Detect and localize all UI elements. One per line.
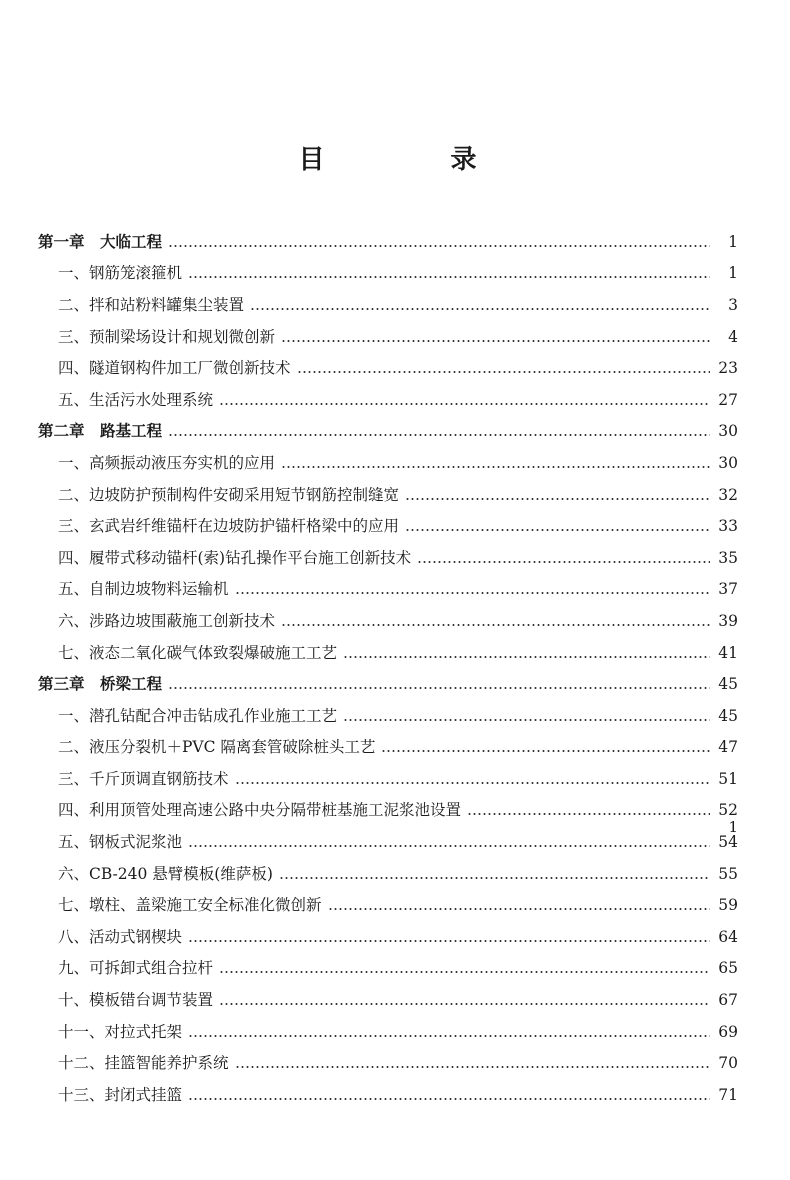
toc-section-entry — [0, 795, 790, 827]
toc-entry-label: 九、可拆卸式组合拉杆 — [58, 959, 214, 978]
toc-entry-page: 55 — [718, 864, 738, 883]
toc-entry-label: 一、潜孔钻配合冲击钻成孔作业施工工艺 — [58, 706, 338, 725]
toc-section-entry — [0, 352, 790, 384]
toc-entry-page: 23 — [718, 359, 738, 378]
table-of-contents — [0, 226, 790, 1111]
toc-entry-label: 二、边坡防护预制构件安砌采用短节钢筋控制缝宽 — [58, 485, 400, 504]
toc-chapter-entry — [0, 416, 790, 448]
toc-entry-page: 69 — [718, 1022, 738, 1041]
toc-section-entry — [0, 826, 790, 858]
toc-entry-label: 五、自制边坡物料运输机 — [58, 580, 229, 599]
toc-entry-label: 六、涉路边坡围蔽施工创新技术 — [58, 611, 276, 630]
toc-section-entry — [0, 258, 790, 290]
toc-section-entry — [0, 447, 790, 479]
toc-entry-label: 五、生活污水处理系统 — [58, 390, 214, 409]
dot-leader — [297, 371, 710, 373]
toc-entry-page: 35 — [718, 548, 738, 567]
dot-leader — [188, 940, 710, 942]
dot-leader — [188, 276, 710, 278]
dot-leader — [281, 340, 710, 342]
toc-entry-page: 39 — [718, 611, 738, 630]
toc-entry-label: 二、拌和站粉料罐集尘装置 — [58, 295, 245, 314]
dot-leader — [405, 529, 710, 531]
toc-entry-label: 十二、挂篮智能养护系统 — [58, 1054, 229, 1073]
toc-entry-label: 十、模板错台调节装置 — [58, 991, 214, 1010]
toc-section-entry — [0, 700, 790, 732]
toc-section-entry — [0, 732, 790, 764]
toc-entry-page: 45 — [718, 675, 738, 694]
toc-entry-page: 41 — [718, 643, 738, 662]
toc-section-entry — [0, 479, 790, 511]
dot-leader — [405, 498, 710, 500]
toc-entry-label: 七、液态二氧化碳气体致裂爆破施工工艺 — [58, 643, 338, 662]
dot-leader — [235, 592, 710, 594]
dot-leader — [219, 403, 710, 405]
dot-leader — [417, 561, 710, 563]
toc-entry-label: 八、活动式钢楔块 — [58, 927, 183, 946]
toc-entry-page: 51 — [718, 769, 738, 788]
dot-leader — [168, 434, 710, 436]
toc-entry-page: 70 — [718, 1054, 738, 1073]
dot-leader — [168, 245, 710, 247]
dot-leader — [328, 908, 710, 910]
dot-leader — [250, 308, 710, 310]
toc-entry-page: 67 — [718, 991, 738, 1010]
toc-section-entry — [0, 1016, 790, 1048]
dot-leader — [188, 1098, 710, 1100]
toc-chapter-entry — [0, 668, 790, 700]
toc-section-entry — [0, 605, 790, 637]
dot-leader — [279, 877, 710, 879]
toc-section-entry — [0, 510, 790, 542]
toc-section-entry — [0, 289, 790, 321]
dot-leader — [467, 813, 710, 815]
toc-entry-page: 4 — [728, 327, 738, 346]
toc-section-entry — [0, 889, 790, 921]
dot-leader — [188, 1035, 710, 1037]
toc-chapter-entry — [0, 226, 790, 258]
toc-entry-label: 第二章 路基工程 — [38, 422, 163, 441]
dot-leader — [168, 687, 710, 689]
dot-leader — [235, 782, 710, 784]
toc-entry-label: 三、玄武岩纤维锚杆在边坡防护锚杆格梁中的应用 — [58, 517, 400, 536]
toc-entry-page: 71 — [718, 1085, 738, 1104]
toc-entry-label: 七、墩柱、盖梁施工安全标准化微创新 — [58, 896, 322, 915]
dot-leader — [343, 656, 710, 658]
toc-entry-page: 30 — [718, 422, 738, 441]
toc-entry-label: 第一章 大临工程 — [38, 232, 163, 251]
dot-leader — [281, 624, 710, 626]
toc-entry-label: 十一、对拉式托架 — [58, 1022, 183, 1041]
toc-section-entry — [0, 984, 790, 1016]
toc-entry-page: 1 — [728, 264, 738, 283]
toc-entry-label: 四、履带式移动锚杆(索)钻孔操作平台施工创新技术 — [58, 548, 412, 567]
toc-entry-page: 54 — [718, 833, 738, 852]
toc-entry-label: 一、钢筋笼滚箍机 — [58, 264, 183, 283]
toc-entry-page: 47 — [718, 738, 738, 757]
toc-entry-page: 33 — [718, 517, 738, 536]
page-title: 目 录 — [298, 145, 527, 175]
toc-section-entry — [0, 384, 790, 416]
toc-entry-label: 五、钢板式泥浆池 — [58, 833, 183, 852]
toc-section-entry — [0, 637, 790, 669]
toc-section-entry — [0, 953, 790, 985]
toc-entry-page: 27 — [718, 390, 738, 409]
dot-leader — [281, 466, 710, 468]
toc-entry-label: 第三章 桥梁工程 — [38, 675, 163, 694]
toc-entry-page: 30 — [718, 453, 738, 472]
toc-entry-page: 32 — [718, 485, 738, 504]
toc-entry-label: 四、隧道钢构件加工厂微创新技术 — [58, 359, 291, 378]
toc-section-entry — [0, 858, 790, 890]
toc-entry-page: 45 — [718, 706, 738, 725]
toc-entry-page: 64 — [718, 927, 738, 946]
toc-entry-label: 二、液压分裂机＋PVC 隔离套管破除桩头工艺 — [58, 738, 376, 757]
dot-leader — [381, 750, 710, 752]
toc-section-entry — [0, 1079, 790, 1111]
toc-section-entry — [0, 921, 790, 953]
toc-section-entry — [0, 763, 790, 795]
toc-entry-page: 3 — [728, 295, 738, 314]
toc-section-entry — [0, 321, 790, 353]
toc-entry-label: 三、预制梁场设计和规划微创新 — [58, 327, 276, 346]
toc-entry-label: 一、高频振动液压夯实机的应用 — [58, 453, 276, 472]
toc-entry-page: 37 — [718, 580, 738, 599]
dot-leader — [343, 719, 710, 721]
dot-leader — [219, 971, 710, 973]
toc-section-entry — [0, 1047, 790, 1079]
toc-entry-page: 65 — [718, 959, 738, 978]
toc-section-entry — [0, 542, 790, 574]
toc-entry-page: 1 — [728, 232, 738, 251]
toc-entry-page: 59 — [718, 896, 738, 915]
toc-entry-label: 十三、封闭式挂篮 — [58, 1085, 183, 1104]
toc-entry-page: 52 — [718, 801, 738, 820]
toc-entry-label: 六、CB-240 悬臂模板(维萨板) — [58, 864, 273, 883]
dot-leader — [188, 845, 710, 847]
page-number: 1 — [728, 818, 738, 836]
toc-entry-label: 四、利用顶管处理高速公路中央分隔带桩基施工泥浆池设置 — [58, 801, 462, 820]
toc-entry-label: 三、千斤顶调直钢筋技术 — [58, 769, 229, 788]
dot-leader — [219, 1003, 710, 1005]
toc-section-entry — [0, 574, 790, 606]
dot-leader — [235, 1066, 710, 1068]
